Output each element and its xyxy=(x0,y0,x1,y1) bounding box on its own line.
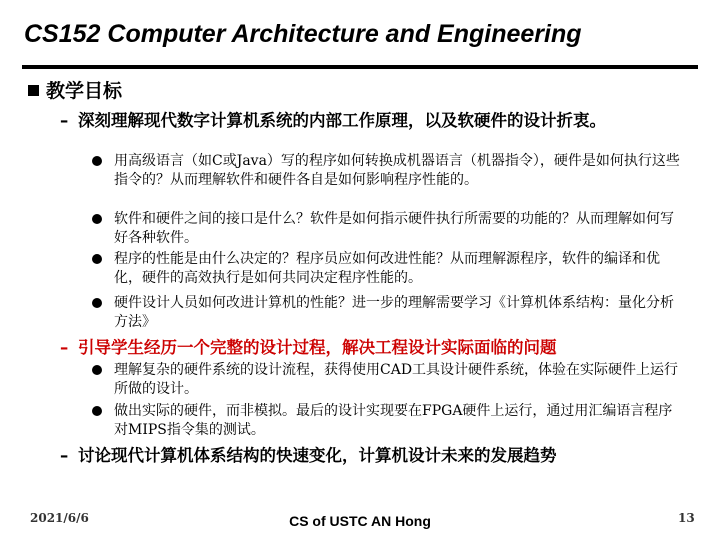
detail-bullet xyxy=(92,250,686,288)
objective-item-highlighted xyxy=(60,337,698,358)
dot-bullet-icon xyxy=(92,298,102,308)
dot-bullet-icon xyxy=(92,156,102,166)
objective-text: 深刻理解现代数字计算机系统的内部工作原理，以及软硬件的设计折衷。 xyxy=(78,111,606,130)
objective-text: 讨论现代计算机体系结构的快速变化，计算机设计未来的发展趋势 xyxy=(78,446,557,465)
square-bullet-icon xyxy=(28,85,39,96)
detail-bullet xyxy=(92,361,686,399)
footer-center-text: CS of USTC AN Hong xyxy=(289,513,431,529)
detail-bullet xyxy=(92,402,686,440)
detail-text: 理解复杂的硬件系统的设计流程，获得使用CAD工具设计硬件系统，体验在实际硬件上运行所做的设计。 xyxy=(114,362,679,397)
dot-bullet-icon xyxy=(92,406,102,416)
dot-bullet-icon xyxy=(92,254,102,264)
dash-bullet-icon: – xyxy=(60,338,69,357)
detail-bullet xyxy=(92,294,686,332)
detail-text: 做出实际的硬件，而非模拟。最后的设计实现要在FPGA硬件上运行，通过用汇编语言程序对MIPS指令集的测试。 xyxy=(114,403,673,438)
detail-bullet xyxy=(92,210,686,248)
dot-bullet-icon xyxy=(92,365,102,375)
detail-bullet xyxy=(92,152,686,190)
section-heading-text: 教学目标 xyxy=(46,80,123,102)
section-heading xyxy=(28,76,122,103)
dash-bullet-icon: – xyxy=(60,446,69,465)
detail-text: 软件和硬件之间的接口是什么？软件是如何指示硬件执行所需要的功能的？从而理解如何写好各种软件。 xyxy=(114,211,674,246)
title-underline xyxy=(22,65,698,69)
objective-item xyxy=(60,110,698,131)
detail-text: 用高级语言（如C或Java）写的程序如何转换成机器语言（机器指令），硬件是如何执行这些指令的？从而理解软件和硬件各自是如何影响程序性能的。 xyxy=(114,153,680,188)
dot-bullet-icon xyxy=(92,214,102,224)
footer-date: 2021/6/6 xyxy=(30,511,89,525)
objective-item xyxy=(60,445,698,466)
dash-bullet-icon: – xyxy=(60,111,69,130)
detail-text: 程序的性能是由什么决定的？程序员应如何改进性能？从而理解源程序，软件的编译和优化，硬件的高效执行是如何共同决定程序性能的。 xyxy=(114,251,660,286)
page-number: 13 xyxy=(678,511,695,525)
detail-text: 硬件设计人员如何改进计算机的性能？进一步的理解需要学习《计算机体系结构：量化分析方法》 xyxy=(114,295,674,330)
slide-title: CS152 Computer Architecture and Engineering xyxy=(24,20,582,48)
objective-text: 引导学生经历一个完整的设计过程，解决工程设计实际面临的问题 xyxy=(78,338,557,357)
